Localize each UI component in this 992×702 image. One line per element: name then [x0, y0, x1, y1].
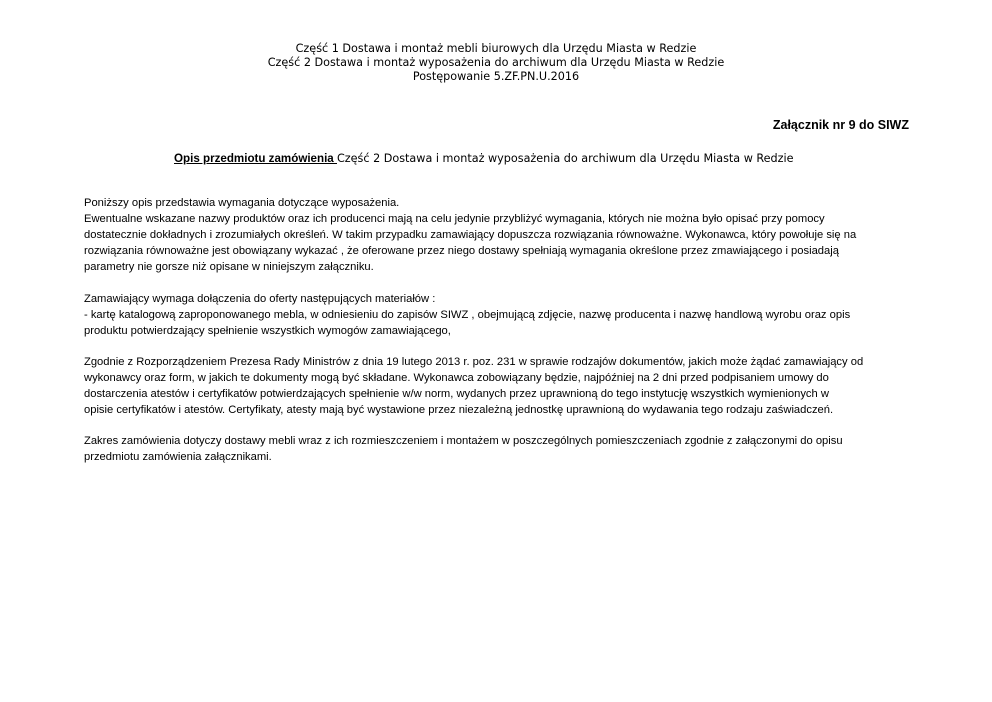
paragraph-regulation	[84, 354, 924, 418]
header-line-part1: Część 1 Dostawa i montaż mebli biurowych dla Urzędu Miasta w Redzie	[295, 42, 697, 55]
subject-rest: Część 2 Dostawa i montaż wyposażenia do archiwum dla Urzędu Miasta w Redzie	[336, 152, 794, 165]
subject-lead: Opis przedmiotu zamówienia	[174, 152, 337, 165]
paragraph-line: Poniższy opis przedstawia wymagania dotyczące wyposażenia.	[84, 197, 400, 209]
subject-heading	[174, 150, 794, 167]
paragraph-line: parametry nie gorsze niż opisane w niniejszym załączniku.	[84, 261, 374, 273]
paragraph-line: Zamawiający wymaga dołączenia do oferty następujących materiałów :	[84, 293, 436, 305]
paragraph-materials	[84, 291, 924, 339]
paragraph-line: wykonawcy oraz form, w jakich te dokumenty mogą być składane. Wykonawca zobowiązany będzie, najpóźniej na 2 dni przed podpisaniem umowy do	[84, 372, 829, 384]
paragraph-line: - kartę katalogową zaproponowanego mebla, w odniesieniu do zapisów SIWZ , obejmującą zdjęcie, nazwę producenta i nazwę handlową wyrobu oraz opis	[84, 309, 851, 321]
paragraph-line: dostarczenia atestów i certyfikatów potwierdzających spełnienie w/w norm, wydanych przez uprawnioną do tego instytucję wszystkich wymienionych w	[84, 388, 829, 400]
paragraph-requirements	[84, 195, 924, 275]
paragraph-line: przedmiotu zamówienia załącznikami.	[84, 451, 272, 463]
paragraph-line: opisie certyfikatów i atestów. Certyfikaty, atesty mają być wystawione przez niezależną jednostkę uprawnioną do wydawania tego rodzaju zaświadczeń.	[84, 404, 834, 416]
paragraph-line: rozwiązania równoważne jest obowiązany wykazać , że oferowane przez niego dostawy spełniają wymagania określone przez zmawiającego i posiadają	[84, 245, 839, 257]
document-header	[0, 42, 992, 84]
paragraph-line: produktu potwierdzający spełnienie wszystkich wymogów zamawiającego,	[84, 325, 451, 337]
header-line-part2: Część 2 Dostawa i montaż wyposażenia do archiwum dla Urzędu Miasta w Redzie	[267, 56, 725, 69]
header-line-procedure: Postępowanie 5.ZF.PN.U.2016	[412, 70, 580, 83]
annex-label: Załącznik nr 9 do SIWZ	[772, 118, 909, 132]
paragraph-scope	[84, 433, 924, 465]
paragraph-line: Zgodnie z Rozporządzeniem Prezesa Rady Ministrów z dnia 19 lutego 2013 r. poz. 231 w sprawie rodzajów dokumentów, jakich może żądać zamawiający od	[84, 356, 864, 368]
paragraph-line: Ewentualne wskazane nazwy produktów oraz ich producenci mają na celu jedynie przybliżyć wymagania, których nie można było opisać przy pomocy	[84, 213, 825, 225]
paragraph-line: Zakres zamówienia dotyczy dostawy mebli wraz z ich rozmieszczeniem i montażem w poszczególnych pomieszczeniach zgodnie z załączonymi do opisu	[84, 435, 843, 447]
paragraph-line: dostatecznie dokładnych i zrozumiałych określeń. W takim przypadku zamawiający dopuszcza rozwiązania równoważne. Wykonawca, który powołuje się na	[84, 229, 857, 241]
